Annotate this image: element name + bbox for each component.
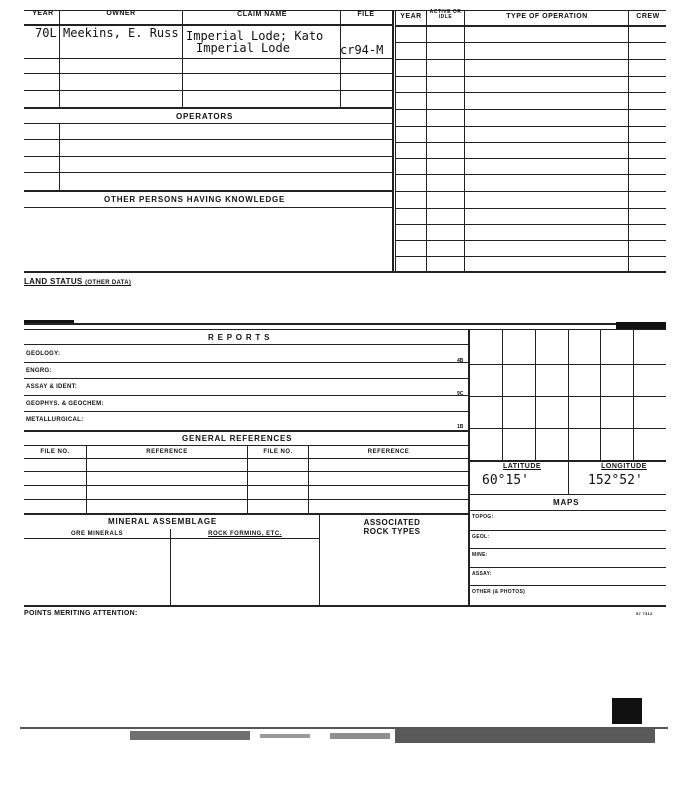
- report-assay: ASSAY & IDENT:: [26, 384, 78, 390]
- rock-forming-label: ROCK FORMING, ETC.: [208, 531, 282, 537]
- maps-topog: TOPOG:: [472, 514, 494, 520]
- general-references-title: GENERAL REFERENCES: [182, 434, 293, 443]
- maps-other: OTHER (& PHOTOS): [472, 589, 526, 595]
- latitude-label: LATITUDE: [502, 463, 542, 470]
- claim-file: cr94-M: [340, 43, 384, 57]
- report-assay-num: 9C: [457, 391, 464, 397]
- scan-noise-2: [330, 733, 390, 739]
- other-persons-title: OTHER PERSONS HAVING KNOWLEDGE: [104, 195, 286, 204]
- ref-col-ref1: REFERENCE: [146, 449, 188, 455]
- ref-col-file2: FILE NO.: [263, 449, 293, 455]
- maps-mine: MINE:: [472, 552, 488, 558]
- scan-noise-3: [395, 729, 655, 743]
- longitude-label: LONGITUDE: [601, 463, 647, 470]
- reports-title: R E P O R T S: [208, 333, 271, 342]
- header-claim-name: CLAIM NAME: [237, 11, 287, 18]
- header-file: FILE: [357, 11, 375, 18]
- land-status-title: LAND STATUS: [24, 277, 83, 286]
- report-geology: GEOLOGY:: [26, 351, 61, 357]
- ref-col-file1: FILE NO.: [40, 449, 70, 455]
- associated-rock-types: ASSOCIATED ROCK TYPES: [363, 518, 421, 536]
- form-number: 57 7312: [636, 611, 653, 616]
- land-status-sub: (OTHER DATA): [85, 280, 132, 286]
- points-meriting-attention: POINTS MERITING ATTENTION:: [24, 610, 138, 617]
- scan-black-square: [612, 698, 642, 724]
- latitude-value: 60°15': [482, 473, 529, 488]
- longitude-value: 152°52': [588, 473, 643, 488]
- maps-assay: ASSAY:: [472, 571, 492, 577]
- claim-year: 70L: [35, 26, 57, 40]
- maps-geol: GEOL:: [472, 534, 490, 540]
- report-engrg: ENGRG:: [26, 368, 52, 374]
- operators-title: OPERATORS: [176, 112, 234, 121]
- scan-noise-4: [260, 734, 310, 738]
- report-geology-num: 4B: [457, 358, 464, 364]
- ops-header-crew: CREW: [636, 13, 660, 20]
- report-metallurgical: METALLURGICAL:: [26, 417, 84, 423]
- ops-header-active: ACTIVE OR IDLE: [429, 9, 462, 20]
- ops-header-type: TYPE OF OPERATION: [506, 13, 588, 20]
- ops-header-year: YEAR: [400, 13, 422, 20]
- ref-col-ref2: REFERENCE: [367, 449, 410, 455]
- scan-noise-1: [130, 731, 250, 740]
- ore-minerals-label: ORE MINERALS: [70, 531, 123, 537]
- maps-title: MAPS: [553, 498, 580, 507]
- land-status-label: [24, 277, 131, 286]
- claim-name-1: Imperial Lode; Kato: [186, 29, 324, 43]
- report-metallurgical-num: 1B: [457, 424, 464, 430]
- claim-owner: Meekins, E. Russ: [63, 26, 179, 40]
- claim-name-2: Imperial Lode: [196, 41, 290, 55]
- mineral-assemblage-title: MINERAL ASSEMBLAGE: [108, 517, 218, 526]
- header-year: YEAR: [32, 10, 54, 17]
- header-owner: OWNER: [106, 10, 136, 17]
- report-geophys: GEOPHYS. & GEOCHEM:: [26, 401, 104, 407]
